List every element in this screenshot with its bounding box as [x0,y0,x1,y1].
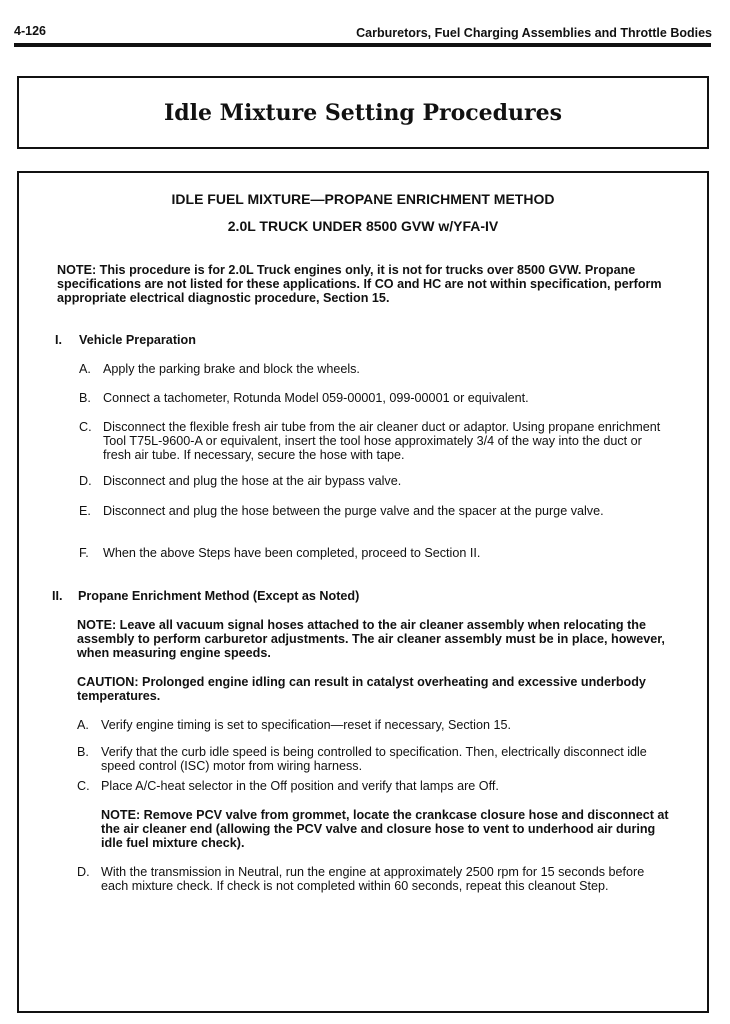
title-box [17,76,709,149]
item-letter: B. [79,391,91,405]
page-header [14,22,712,42]
section-2-heading [52,589,652,605]
intro-note: NOTE: This procedure is for 2.0L Truck engines only, it is not for trucks over 8500 GVW. Propane specifications are not listed for these applications. If CO and HC are not within specification, perform appropriate electrical diagnostic procedure, Section 15. [57,263,662,305]
item-letter: F. [79,546,89,560]
item-letter: D. [77,865,90,879]
item-text: Verify engine timing is set to specification—reset if necessary, Section 15. [101,718,511,732]
page-title: Idle Mixture Setting Procedures [163,100,563,126]
section-1-title: Vehicle Preparation [79,333,196,347]
item-letter: E. [79,504,91,518]
section-2-note: NOTE: Leave all vacuum signal hoses attached to the air cleaner assembly when relocating the assembly to perform carburetor adjustments. The air cleaner assembly must be in place, however, when measuring engine speeds. [77,618,665,660]
item-text: Disconnect and plug the hose between the purge valve and the spacer at the purge valve. [103,504,604,518]
item-letter: C. [77,779,90,793]
running-title: Carburetors, Fuel Charging Assemblies and Throttle Bodies [356,26,712,40]
item-letter: B. [77,745,89,759]
header-rule [14,43,711,47]
item-letter: C. [79,420,92,434]
item-text: Apply the parking brake and block the wheels. [103,362,360,376]
item-text: Disconnect and plug the hose at the air bypass valve. [103,474,402,488]
item-text: With the transmission in Neutral, run the engine at approximately 2500 rpm for 15 seconds before each mixture check. If check is not completed within 60 seconds, repeat this cleanout Step. [101,865,645,893]
section-2-number: II. [52,589,63,603]
item-text: Place A/C-heat selector in the Off position and verify that lamps are Off. [101,779,499,793]
section-1-heading [55,333,655,349]
item-text: Connect a tachometer, Rotunda Model 059-00001, 099-00001 or equivalent. [103,391,529,405]
page-number: 4-126 [14,24,46,38]
method-subheading: 2.0L TRUCK UNDER 8500 GVW w/YFA-IV [227,218,499,234]
procedure-box [17,171,709,1013]
section-2-title: Propane Enrichment Method (Except as Noted) [78,589,360,603]
item-text: When the above Steps have been completed, proceed to Section II. [103,546,481,560]
item-letter: A. [77,718,89,732]
item-letter: A. [79,362,91,376]
section-2-caution: CAUTION: Prolonged engine idling can result in catalyst overheating and excessive underbody temperatures. [77,675,646,703]
method-heading: IDLE FUEL MIXTURE—PROPANE ENRICHMENT METHOD [171,191,555,207]
item-c-note: NOTE: Remove PCV valve from grommet, locate the crankcase closure hose and disconnect at the air cleaner end (allowing the PCV valve and closure hose to vent to underhood air during idle fuel mixture check). [101,808,669,850]
section-1-number: I. [55,333,62,347]
item-text: Verify that the curb idle speed is being controlled to specification. Then, electrically disconnect idle speed control (ISC) motor from wiring harness. [101,745,647,773]
item-text: Disconnect the flexible fresh air tube from the air cleaner duct or adaptor. Using propane enrichment Tool T75L-9600-A or equivalent, insert the tool hose approximately 3/4 of the way into the duct or fresh air tube. If necessary, secure the hose with tape. [103,420,661,462]
item-letter: D. [79,474,92,488]
